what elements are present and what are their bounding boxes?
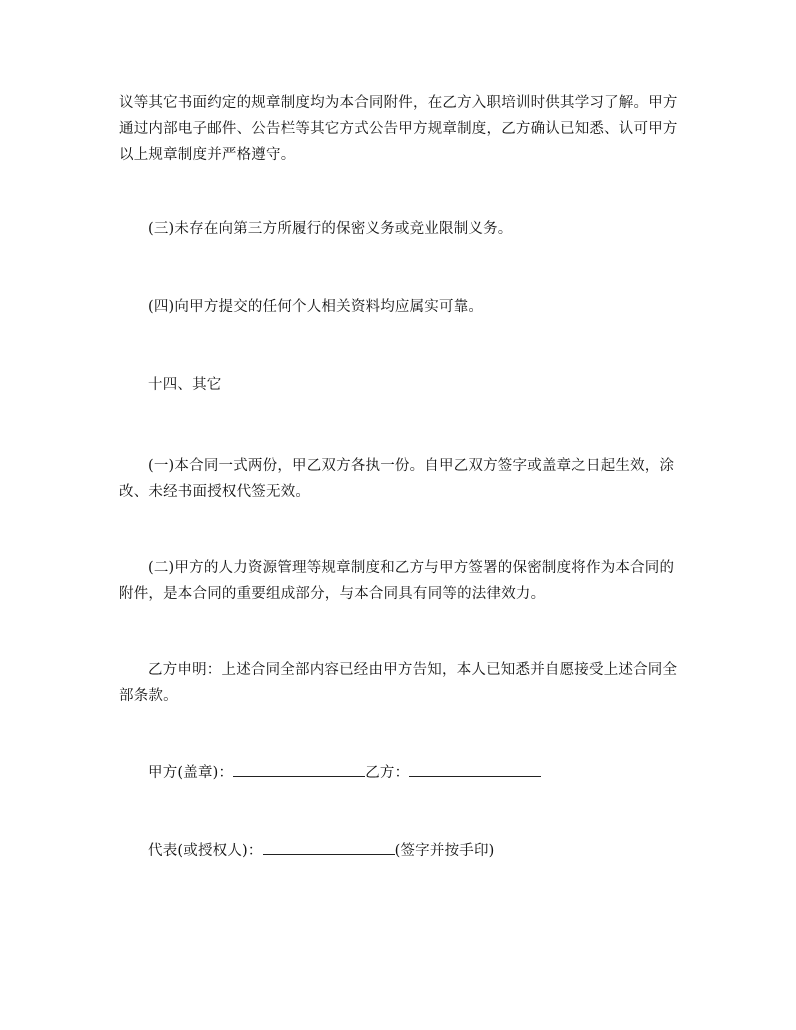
- paragraph-clause-3: (三)未存在向第三方所履行的保密义务或竞业限制义务。: [148, 221, 513, 237]
- signature-row-parties: [148, 760, 541, 786]
- paragraph-other-1: (一)本合同一式两份，甲乙双方各执一份。自甲乙双方签字或盖章之日起生效，涂改、未经书面授权代签无效。: [119, 458, 675, 500]
- signature-row-representative: [148, 838, 495, 864]
- paragraph-rules-continuation: 议等其它书面约定的规章制度均为本合同附件，在乙方入职培训时供其学习了解。甲方通过内部电子邮件、公告栏等其它方式公告甲方规章制度，乙方确认已知悉、认可甲方以上规章制度并严格遵守。: [119, 95, 678, 163]
- party-b-label: 乙方：: [365, 765, 410, 781]
- representative-signature-blank: [263, 840, 395, 855]
- paragraph-party-b-statement: 乙方申明：上述合同全部内容已经由甲方告知，本人已知悉并自愿接受上述合同全部条款。: [119, 662, 678, 704]
- section-heading-other: 十四、其它: [148, 377, 222, 393]
- paragraph-clause-4: (四)向甲方提交的任何个人相关资料均应属实可靠。: [148, 299, 484, 315]
- party-b-signature-blank: [409, 762, 541, 777]
- party-a-signature-blank: [233, 762, 365, 777]
- representative-label: 代表(或授权人)：: [148, 843, 263, 859]
- paragraph-other-2: (二)甲方的人力资源管理等规章制度和乙方与甲方签署的保密制度将作为本合同的附件，是本合同的重要组成部分，与本合同具有同等的法律效力。: [119, 560, 675, 602]
- party-a-label: 甲方(盖章)：: [148, 765, 234, 781]
- representative-note: (签字并按手印): [394, 843, 495, 859]
